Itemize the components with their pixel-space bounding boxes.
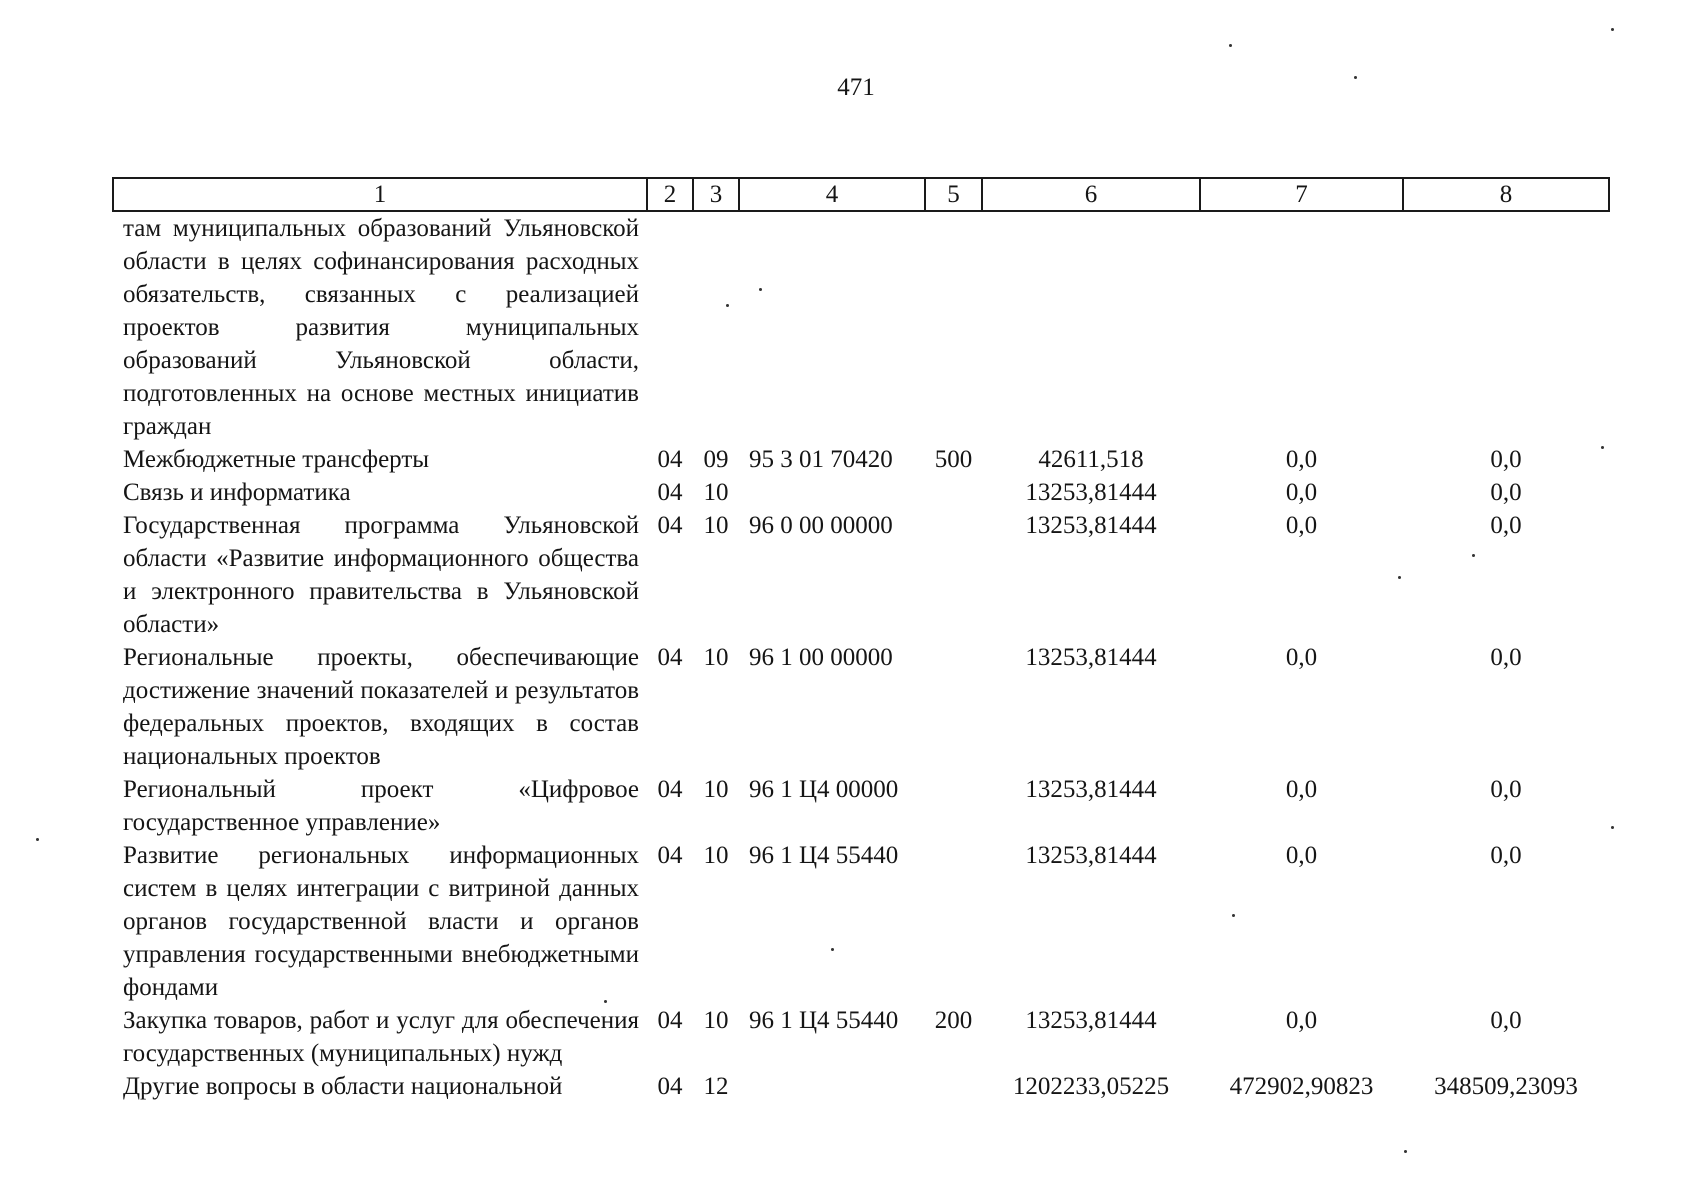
budget-table bbox=[112, 177, 1610, 1103]
row-subsection: 09 bbox=[703, 446, 729, 473]
header-col-1: 1 bbox=[113, 178, 647, 211]
scan-speck bbox=[1601, 446, 1604, 449]
scan-speck bbox=[1354, 76, 1357, 79]
row-subsection: 10 bbox=[703, 842, 729, 869]
scan-speck bbox=[1611, 28, 1614, 31]
table-row bbox=[113, 509, 1609, 641]
scan-speck bbox=[36, 838, 39, 841]
row-expense-type bbox=[925, 1070, 982, 1103]
row-name: там муниципальных образований Ульяновской области в целях софинансирования расходных обязательств, связанных с реализацией проектов развития муниципальных образований Ульяновской области, подготовленных на основе местных инициатив граждан bbox=[123, 215, 639, 440]
row-amount-col7: 0,0 bbox=[1285, 1007, 1318, 1034]
table-row bbox=[113, 211, 1609, 443]
row-amount-col8: 0,0 bbox=[1490, 446, 1522, 473]
row-name: Другие вопросы в области национальной bbox=[123, 1073, 563, 1100]
row-name: Связь и информатика bbox=[123, 479, 351, 506]
scan-speck bbox=[1472, 554, 1475, 557]
table-row bbox=[113, 773, 1609, 839]
scan-speck bbox=[1229, 44, 1232, 47]
row-amount-col8: 0,0 bbox=[1490, 644, 1522, 671]
row-subsection bbox=[693, 211, 739, 443]
scan-speck bbox=[604, 1000, 607, 1003]
table-row bbox=[113, 443, 1609, 476]
row-amount-col8: 0,0 bbox=[1490, 776, 1522, 803]
row-target-code: 96 1 Ц4 55440 bbox=[749, 1007, 899, 1034]
row-amount-col8: 348509,23093 bbox=[1434, 1073, 1578, 1100]
header-col-4: 4 bbox=[739, 178, 925, 211]
row-expense-type bbox=[925, 641, 982, 773]
row-expense-type: 200 bbox=[934, 1007, 973, 1034]
header-col-7: 7 bbox=[1200, 178, 1403, 211]
row-name: Региональный проект «Цифровое государственное управление» bbox=[123, 776, 639, 836]
row-section: 04 bbox=[657, 512, 683, 539]
row-name: Межбюджетные трансферты bbox=[123, 446, 430, 473]
scan-speck bbox=[759, 288, 762, 291]
row-amount-col7: 0,0 bbox=[1285, 479, 1318, 506]
row-amount-col8: 0,0 bbox=[1490, 1007, 1522, 1034]
scan-speck bbox=[1398, 576, 1401, 579]
row-amount-col6: 13253,81444 bbox=[1025, 842, 1157, 869]
row-target-code: 96 1 Ц4 55440 bbox=[749, 842, 899, 869]
row-subsection: 10 bbox=[703, 644, 729, 671]
row-section: 04 bbox=[657, 446, 683, 473]
row-expense-type bbox=[925, 476, 982, 509]
row-section: 04 bbox=[657, 644, 683, 671]
row-amount-col6: 1202233,05225 bbox=[1012, 1073, 1170, 1100]
table-row bbox=[113, 641, 1609, 773]
row-amount-col8: 0,0 bbox=[1490, 479, 1522, 506]
row-target-code bbox=[739, 476, 925, 509]
table-row bbox=[113, 1004, 1609, 1070]
scan-speck bbox=[831, 948, 834, 951]
row-amount-col8: 0,0 bbox=[1490, 512, 1522, 539]
row-target-code: 96 0 00 00000 bbox=[749, 512, 893, 539]
row-name: Развитие региональных информационных систем в целях интеграции с витриной данных органов государственной власти и органов управления государственными внебюджетными фондами bbox=[123, 842, 639, 1001]
scan-speck bbox=[1232, 914, 1235, 917]
header-row bbox=[113, 178, 1609, 211]
row-expense-type: 500 bbox=[934, 446, 973, 473]
row-section: 04 bbox=[657, 842, 683, 869]
row-name: Региональные проекты, обеспечивающие достижение значений показателей и результатов федеральных проектов, входящих в состав национальных проектов bbox=[123, 644, 639, 770]
row-target-code bbox=[739, 211, 925, 443]
row-amount-col6: 13253,81444 bbox=[1025, 644, 1157, 671]
row-amount-col8 bbox=[1403, 211, 1609, 443]
row-amount-col6: 13253,81444 bbox=[1025, 1007, 1157, 1034]
table-row bbox=[113, 1070, 1609, 1103]
row-name: Закупка товаров, работ и услуг для обеспечения государственных (муниципальных) нужд bbox=[123, 1007, 639, 1067]
row-subsection: 12 bbox=[703, 1073, 729, 1100]
row-amount-col7: 0,0 bbox=[1285, 644, 1318, 671]
row-amount-col7 bbox=[1200, 211, 1403, 443]
row-subsection: 10 bbox=[703, 1007, 729, 1034]
row-expense-type bbox=[925, 773, 982, 839]
row-section: 04 bbox=[657, 1073, 683, 1100]
row-amount-col6: 13253,81444 bbox=[1025, 776, 1157, 803]
header-col-6: 6 bbox=[982, 178, 1200, 211]
row-section: 04 bbox=[657, 1007, 683, 1034]
row-amount-col6: 13253,81444 bbox=[1025, 512, 1157, 539]
row-subsection: 10 bbox=[703, 512, 729, 539]
row-amount-col7: 0,0 bbox=[1285, 776, 1318, 803]
table-body bbox=[113, 211, 1609, 1103]
row-amount-col7: 0,0 bbox=[1285, 842, 1318, 869]
row-target-code bbox=[739, 1070, 925, 1103]
row-amount-col6: 13253,81444 bbox=[1025, 479, 1157, 506]
row-expense-type bbox=[925, 509, 982, 641]
header-col-5: 5 bbox=[925, 178, 982, 211]
scan-speck bbox=[1404, 1150, 1407, 1153]
row-amount-col8: 0,0 bbox=[1490, 842, 1522, 869]
header-col-3: 3 bbox=[693, 178, 739, 211]
row-target-code: 96 1 Ц4 00000 bbox=[749, 776, 899, 803]
page-number: 471 bbox=[837, 74, 875, 101]
row-expense-type bbox=[925, 211, 982, 443]
row-expense-type bbox=[925, 839, 982, 1004]
row-section: 04 bbox=[657, 776, 683, 803]
scan-speck bbox=[1611, 826, 1614, 829]
table-row bbox=[113, 476, 1609, 509]
table-row bbox=[113, 839, 1609, 1004]
header-col-2: 2 bbox=[647, 178, 693, 211]
header-col-8: 8 bbox=[1403, 178, 1609, 211]
row-subsection: 10 bbox=[703, 776, 729, 803]
row-subsection: 10 bbox=[703, 479, 729, 506]
scan-speck bbox=[726, 304, 729, 307]
row-section: 04 bbox=[657, 479, 683, 506]
row-amount-col7: 472902,90823 bbox=[1229, 1073, 1374, 1100]
row-amount-col7: 0,0 bbox=[1285, 512, 1318, 539]
row-target-code: 96 1 00 00000 bbox=[749, 644, 893, 671]
row-target-code: 95 3 01 70420 bbox=[749, 446, 893, 473]
row-section bbox=[647, 211, 693, 443]
row-amount-col7: 0,0 bbox=[1285, 446, 1318, 473]
row-name: Государственная программа Ульяновской области «Развитие информационного общества и электронного правительства в Ульяновской области» bbox=[123, 512, 639, 638]
table-header bbox=[113, 178, 1609, 211]
row-amount-col6: 42611,518 bbox=[1038, 446, 1144, 473]
row-amount-col6 bbox=[982, 211, 1200, 443]
